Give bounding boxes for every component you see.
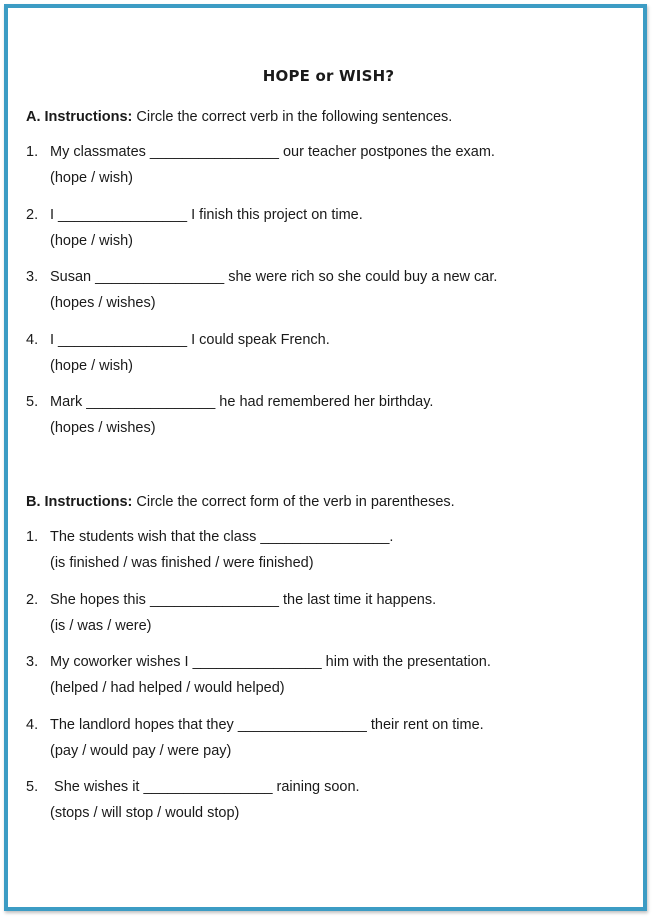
section-b-item-1-options: (is finished / was finished / were finished) [50, 555, 314, 571]
item-number: 5. [26, 779, 39, 795]
item-number: 3. [26, 269, 39, 285]
section-b-item-3 [26, 653, 491, 671]
item-number: 5. [26, 394, 39, 410]
section-a-item-2-options: (hope / wish) [50, 233, 134, 249]
item-sentence: She wishes it ________________ raining soon. [50, 779, 360, 795]
item-sentence: Mark ________________ he had remembered her birthday. [50, 394, 434, 410]
section-a-label: A. Instructions: [26, 109, 133, 125]
item-number: 2. [26, 207, 39, 223]
item-number: 4. [26, 332, 39, 348]
section-b-instructions [26, 493, 455, 511]
section-a-item-4-options: (hope / wish) [50, 358, 134, 374]
section-b-label: B. Instructions: [26, 494, 133, 510]
section-a-item-3-options: (hopes / wishes) [50, 295, 156, 311]
item-sentence: She hopes this ________________ the last time it happens. [50, 592, 437, 608]
item-sentence: Susan ________________ she were rich so she could buy a new car. [50, 269, 498, 285]
section-a-item-3 [26, 268, 497, 286]
section-b-instruction-text: Circle the correct form of the verb in parentheses. [132, 494, 455, 510]
page-title: HOPE or WISH? [262, 67, 395, 85]
worksheet-page [4, 4, 647, 911]
item-number: 1. [26, 144, 39, 160]
section-a-item-5-options: (hopes / wishes) [50, 420, 156, 436]
item-sentence: I ________________ I could speak French. [50, 332, 330, 348]
section-b-item-2-options: (is / was / were) [50, 618, 152, 634]
section-b-item-4 [26, 716, 484, 734]
item-sentence: I ________________ I finish this project on time. [50, 207, 363, 223]
section-a-item-2 [26, 206, 363, 224]
item-number: 1. [26, 529, 39, 545]
section-a-item-1 [26, 143, 495, 161]
section-b-item-2 [26, 591, 436, 609]
item-sentence: The students wish that the class ________________. [50, 529, 394, 545]
item-sentence: The landlord hopes that they ________________ their rent on time. [50, 717, 484, 733]
section-b-item-4-options: (pay / would pay / were pay) [50, 743, 232, 759]
section-b-item-5-options: (stops / will stop / would stop) [50, 805, 240, 821]
section-b-item-5 [26, 778, 360, 796]
section-a-item-5 [26, 393, 433, 411]
item-sentence: My classmates ________________ our teacher postpones the exam. [50, 144, 495, 160]
section-b-item-1 [26, 528, 393, 546]
section-a-item-1-options: (hope / wish) [50, 170, 134, 186]
section-a-instruction-text: Circle the correct verb in the following sentences. [132, 109, 453, 125]
item-sentence: My coworker wishes I ________________ him with the presentation. [50, 654, 491, 670]
section-b-item-3-options: (helped / had helped / would helped) [50, 680, 285, 696]
item-number: 2. [26, 592, 39, 608]
section-a-item-4 [26, 331, 330, 349]
item-number: 3. [26, 654, 39, 670]
section-a-instructions [26, 108, 452, 126]
item-number: 4. [26, 717, 39, 733]
